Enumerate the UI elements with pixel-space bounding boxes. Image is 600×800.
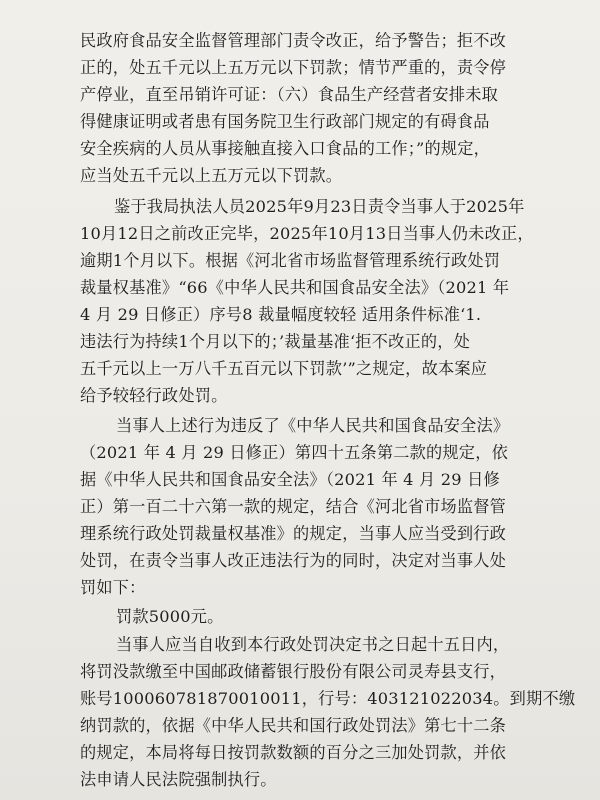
text-line: 民政府食品安全监督管理部门责令改正，给予警告；拒不改: [80, 31, 507, 50]
text-line: 应当处五千元以上五万元以下罚款。: [80, 166, 343, 185]
text-line: 当事人应当自收到本行政处罚决定书之日起十五日内，: [116, 635, 510, 654]
text-line: 裁量权基准》“66《中华人民共和国食品安全法》（2021 年: [80, 278, 510, 297]
text-line: 账号100060781870010011，行号：403121022034。到期不缴: [80, 689, 576, 708]
text-line: 的规定，本局将每日按罚款数额的百分之三加处罚款，并依: [80, 743, 507, 762]
text-line: 当事人上述行为违反了《中华人民共和国食品安全法》: [116, 416, 510, 435]
text-line: 理系统行政处罚裁量权基准》的规定，当事人应当受到行政: [80, 524, 507, 543]
text-line: 正的，处五千元以上五万元以下罚款；情节严重的，责令停: [80, 58, 507, 77]
text-line: 安全疾病的人员从事接触直接入口食品的工作；”的规定，: [80, 139, 491, 158]
text-line: 逾期1个月以下。根据《河北省市场监督管理系统行政处罚: [80, 251, 501, 270]
text-line: 处罚，在责令当事人改正违法行为的同时，决定对当事人处: [80, 551, 507, 570]
text-line: 据《中华人民共和国食品安全法》（2021 年 4 月 29 日修: [80, 470, 500, 489]
text-line: 鉴于我局执法人员2025年9月23日责令当事人于2025年: [114, 197, 525, 216]
text-line: （2021 年 4 月 29 日修正）第四十五条第二款的规定，依: [80, 443, 508, 462]
text-line: 得健康证明或者患有国务院卫生行政部门规定的有碍食品: [80, 112, 490, 131]
text-line: 产停业，直至吊销许可证：（六）食品生产经营者安排未取: [80, 85, 498, 104]
text-line: 纳罚款的，依据《中华人民共和国行政处罚法》第七十二条: [80, 716, 507, 735]
text-line: 正）第一百二十六第一款的规定，结合《河北省市场监督管: [80, 497, 507, 516]
text-line: 将罚没款缴至中国邮政储蓄银行股份有限公司灵寿县支行，: [80, 662, 507, 681]
text-line: 4 月 29 日修正）序号8 裁量幅度较轻 适用条件标准‘1.: [80, 305, 482, 324]
text-line: 给予较轻行政处罚。: [80, 386, 228, 405]
text-line: 罚如下：: [80, 578, 146, 597]
text-line: 10月12日之前改正完毕，2025年10月13日当事人仍未改正，: [80, 224, 534, 243]
text-line: 五千元以上一万八千五百元以下罚款’”之规定，故本案应: [80, 359, 488, 378]
text-line: 法申请人民法院强制执行。: [80, 770, 277, 789]
text-line: 违法行为持续1个月以下的；’裁量基准‘拒不改正的，处: [80, 332, 471, 351]
fine-amount: 罚款5000元。: [116, 607, 224, 626]
